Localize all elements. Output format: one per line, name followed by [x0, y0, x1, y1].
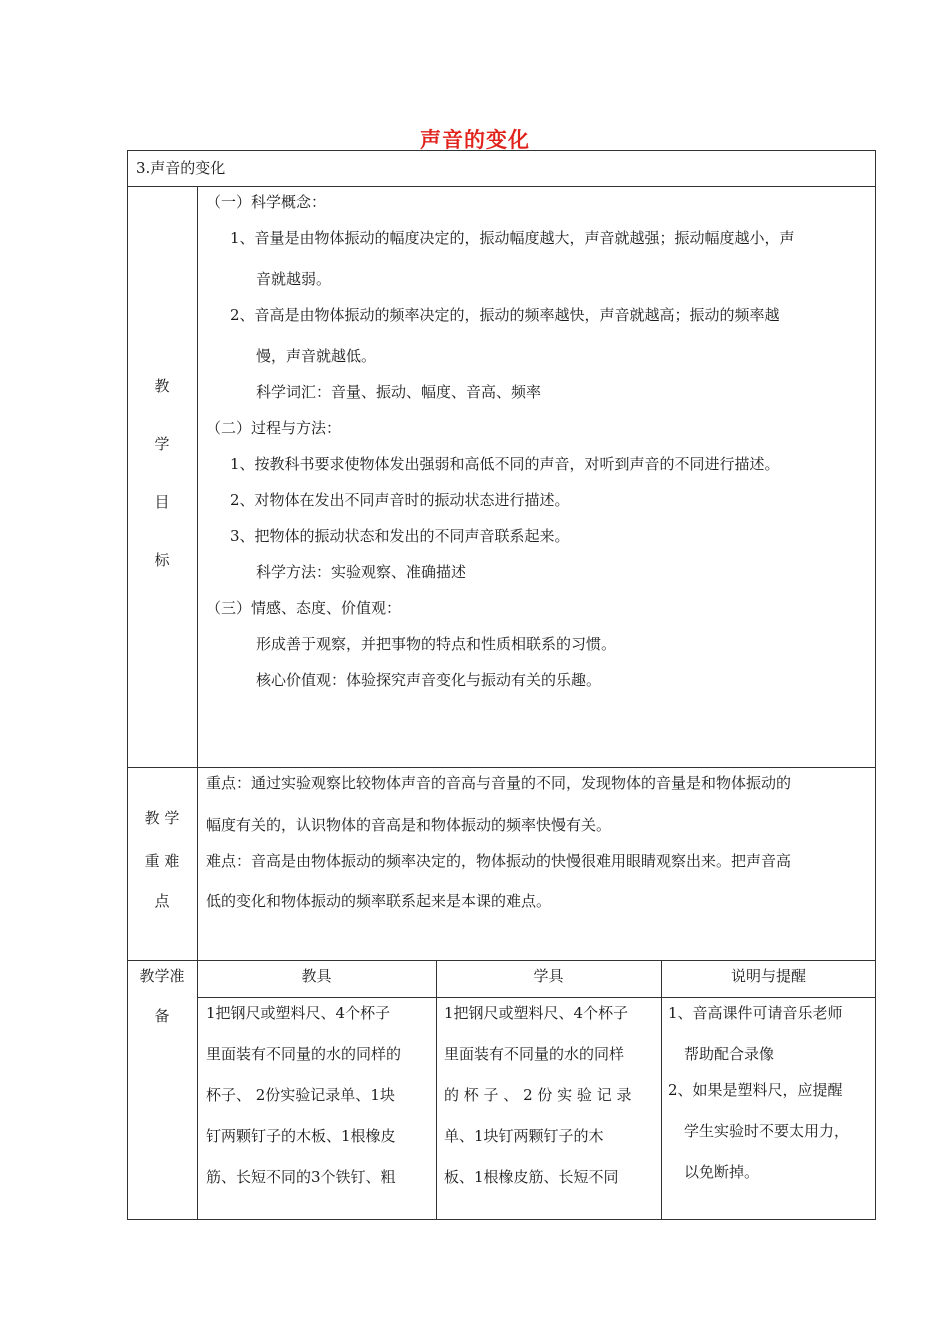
- goals-line: 核心价值观：体验探究声音变化与振动有关的乐趣。: [256, 671, 602, 689]
- lesson-header: 3.声音的变化: [136, 159, 226, 177]
- prep-label-line: 备: [154, 1007, 170, 1025]
- teacher-tools-line: 1把钢尺或塑料尺、4个杯子: [206, 1004, 391, 1022]
- prep-header-student-tools: 学具: [533, 967, 564, 985]
- goals-label-char: 学: [154, 435, 170, 453]
- goals-section-heading: （一）科学概念：: [206, 193, 327, 211]
- keypoint-line: 幅度有关的，认识物体的音高是和物体振动的频率快慢有关。: [206, 816, 612, 834]
- goals-line: 1、按教科书要求使物体发出强弱和高低不同的声音，对听到声音的不同进行描述。: [230, 455, 780, 473]
- goals-label-char: 教: [154, 377, 170, 395]
- prep-column-divider-2: [661, 960, 662, 1220]
- prep-header-notes: 说明与提醒: [730, 967, 806, 985]
- notes-line: 1、音高课件可请音乐老师: [668, 1004, 843, 1022]
- goals-line: 2、音高是由物体振动的频率决定的，振动的频率越快，声音就越高；振动的频率越: [230, 306, 780, 324]
- prep-header-divider: [197, 997, 876, 998]
- row-divider-header: [127, 186, 876, 187]
- notes-line: 帮助配合录像: [684, 1045, 775, 1063]
- teacher-tools-line: 筋、长短不同的3个铁钉、粗: [206, 1168, 396, 1186]
- goals-line: 音就越弱。: [256, 270, 332, 288]
- prep-column-divider-1: [436, 960, 437, 1220]
- goals-line: 3、把物体的振动状态和发出的不同声音联系起来。: [230, 527, 570, 545]
- prep-header-teacher-tools: 教具: [301, 967, 332, 985]
- keypoints-label-line: 重 难: [144, 852, 180, 870]
- student-tools-line: 1把钢尺或塑料尺、4个杯子: [444, 1004, 629, 1022]
- goals-section-heading: （二）过程与方法：: [206, 419, 342, 437]
- student-tools-line: 的 杯 子 、 2 份 实 验 记 录: [444, 1086, 632, 1104]
- keypoints-label-line: 点: [154, 892, 170, 910]
- goals-section-heading: （三）情感、态度、价值观：: [206, 599, 402, 617]
- student-tools-line: 板、1根橡皮筋、长短不同: [444, 1168, 619, 1186]
- goals-line: 形成善于观察，并把事物的特点和性质相联系的习惯。: [256, 635, 617, 653]
- page-title: 声音的变化: [420, 128, 530, 152]
- keypoint-line: 低的变化和物体振动的频率联系起来是本课的难点。: [206, 892, 552, 910]
- goals-line: 1、音量是由物体振动的幅度决定的，振动幅度越大，声音就越强；振动幅度越小，声: [230, 229, 795, 247]
- keypoints-label-line: 教 学: [144, 809, 180, 827]
- teacher-tools-line: 钉两颗钉子的木板、1根橡皮: [206, 1127, 396, 1145]
- goals-line: 慢，声音就越低。: [256, 347, 377, 365]
- teacher-tools-line: 杯子、 2份实验记录单、1块: [206, 1086, 395, 1104]
- keypoint-line: 难点：音高是由物体振动的频率决定的，物体振动的快慢很难用眼睛观察出来。把声音高: [206, 852, 792, 870]
- keypoint-line: 重点：通过实验观察比较物体声音的音高与音量的不同，发现物体的音量是和物体振动的: [206, 774, 792, 792]
- goals-line: 科学方法：实验观察、准确描述: [256, 563, 467, 581]
- goals-label-char: 标: [154, 551, 170, 569]
- student-tools-line: 里面装有不同量的水的同样: [444, 1045, 625, 1063]
- row-divider-keypoints: [127, 960, 876, 961]
- row-divider-goals: [127, 767, 876, 768]
- notes-line: 2、如果是塑料尺，应提醒: [668, 1081, 843, 1099]
- label-column-divider: [197, 186, 198, 1220]
- notes-line: 以免断掉。: [684, 1163, 760, 1181]
- notes-line: 学生实验时不要太用力，: [684, 1122, 850, 1140]
- student-tools-line: 单、1块钉两颗钉子的木: [444, 1127, 604, 1145]
- prep-label-line: 教学准: [139, 967, 185, 985]
- goals-line: 2、对物体在发出不同声音时的振动状态进行描述。: [230, 491, 570, 509]
- goals-label-char: 目: [154, 493, 170, 511]
- teacher-tools-line: 里面装有不同量的水的同样的: [206, 1045, 402, 1063]
- goals-line: 科学词汇：音量、振动、幅度、音高、频率: [256, 383, 542, 401]
